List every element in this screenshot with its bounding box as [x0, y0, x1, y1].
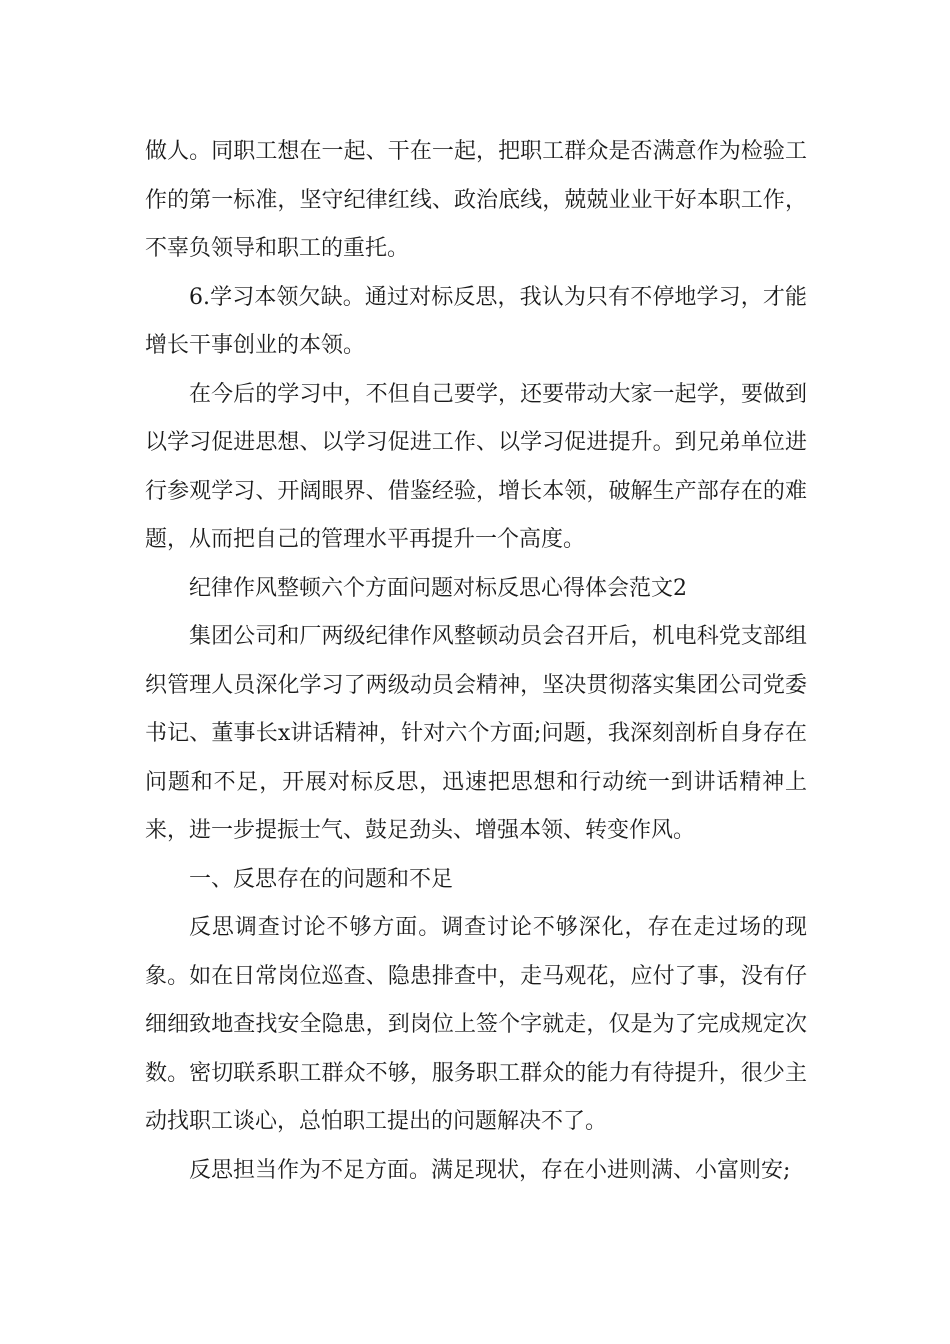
paragraph-5: 集团公司和厂两级纪律作风整顿动员会召开后，机电科党支部组织管理人员深化学习了两级动员会精神，坚决贯彻落实集团公司党委书记、董事长x讲话精神，针对六个方面;问题，我深刻剖析自身存在问题和不足，开展对标反思，迅速把思想和行动统一到讲话精神上来，进一步提振士气、鼓足劲头、增强本领、转变作风。	[145, 624, 807, 843]
paragraph-3: 在今后的学习中，不但自己要学，还要带动大家一起学，要做到以学习促进思想、以学习促进工作、以学习促进提升。到兄弟单位进行参观学习、开阔眼界、借鉴经验，增长本领，破解生产部存在的难题，从而把自己的管理水平再提升一个高度。	[145, 381, 807, 552]
section-heading-1: 一、反思存在的问题和不足	[189, 866, 454, 892]
paragraph-8: 反思担当作为不足方面。满足现状，存在小进则满、小富则安;	[189, 1157, 791, 1183]
paragraph-2: 6.学习本领欠缺。通过对标反思，我认为只有不停地学习，才能增长干事创业的本领。	[145, 284, 807, 358]
paragraph-7: 反思调查讨论不够方面。调查讨论不够深化，存在走过场的现象。如在日常岗位巡查、隐患排查中，走马观花，应付了事，没有仔细细致地查找安全隐患，到岗位上签个字就走，仅是为了完成规定次数。密切联系职工群众不够，服务职工群众的能力有待提升，很少主动找职工谈心，总怕职工提出的问题解决不了。	[145, 915, 807, 1134]
paragraph-1: 做人。同职工想在一起、干在一起，把职工群众是否满意作为检验工作的第一标准，坚守纪律红线、政治底线，兢兢业业干好本职工作，不辜负领导和职工的重托。	[145, 139, 807, 261]
section-title-example-2: 纪律作风整顿六个方面问题对标反思心得体会范文2	[189, 575, 687, 601]
document-body	[145, 128, 807, 1195]
